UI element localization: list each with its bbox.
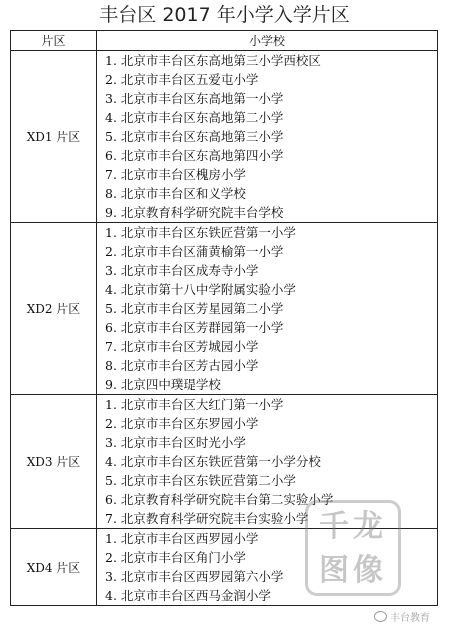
school-zone-table (10, 30, 438, 606)
list-item: 2. 北京市丰台区蒲黄榆第一小学 (105, 244, 284, 259)
list-item: 2. 北京市丰台区角门小学 (105, 550, 246, 565)
list-item: 5. 北京市丰台区芳星园第二小学 (105, 301, 284, 316)
table-header-row (11, 31, 438, 51)
zone-row (11, 529, 438, 606)
list-item: 6. 北京市丰台区芳群园第一小学 (105, 320, 284, 335)
list-item: 1. 北京市丰台区大红门第一小学 (105, 397, 284, 412)
list-item: 1. 北京市丰台区东铁匠营第一小学 (105, 225, 296, 240)
page-title: 丰台区 2017 年小学入学片区 (99, 4, 350, 26)
list-item: 4. 北京市丰台区西马金润小学 (105, 588, 271, 603)
list-item: 3. 北京市丰台区时光小学 (105, 435, 246, 450)
list-item: 9. 北京四中璞瑅学校 (105, 377, 221, 392)
list-item: 8. 北京市丰台区和义学校 (105, 186, 246, 201)
header-school: 小学校 (97, 31, 438, 51)
qianlong-image-watermark: 千龙 图像 (305, 500, 401, 596)
list-item: 2. 北京市丰台区东罗园小学 (105, 416, 259, 431)
list-item: 7. 北京教育科学研究院丰台实验小学 (105, 511, 309, 526)
list-item: 4. 北京市丰台区东铁匠营第一小学分校 (105, 454, 321, 469)
wechat-credit-watermark: 丰台教育 (374, 609, 430, 624)
list-item: 5. 北京市丰台区东高地第三小学 (105, 129, 284, 144)
zone-name: XD4 片区 (11, 529, 97, 606)
list-item: 5. 北京市丰台区东铁匠营第二小学 (105, 473, 296, 488)
zone-name: XD1 片区 (11, 51, 97, 223)
list-item: 3. 北京市丰台区东高地第一小学 (105, 91, 284, 106)
zone-name: XD3 片区 (11, 395, 97, 529)
list-item: 1. 北京市丰台区西罗园小学 (105, 531, 259, 546)
school-list (97, 51, 438, 223)
list-item: 8. 北京市丰台区芳古园小学 (105, 358, 259, 373)
list-item: 3. 北京市丰台区成寿寺小学 (105, 263, 259, 278)
list-item: 3. 北京市丰台区西罗园第六小学 (105, 569, 284, 584)
list-item: 7. 北京市丰台区槐房小学 (105, 167, 246, 182)
header-zone: 片区 (11, 31, 97, 51)
list-item: 9. 北京教育科学研究院丰台学校 (105, 205, 284, 220)
zone-row (11, 395, 438, 529)
zone-row (11, 223, 438, 395)
list-item: 6. 北京教育科学研究院丰台第二实验小学 (105, 492, 334, 507)
list-item: 6. 北京市丰台区东高地第四小学 (105, 148, 284, 163)
list-item: 4. 北京市丰台区东高地第二小学 (105, 110, 284, 125)
zone-row (11, 51, 438, 223)
wechat-icon (374, 611, 387, 622)
list-item: 4. 北京市第十八中学附属实验小学 (105, 282, 296, 297)
zone-name: XD2 片区 (11, 223, 97, 395)
school-list (97, 529, 438, 606)
list-item: 1. 北京市丰台区东高地第三小学西校区 (105, 53, 321, 68)
school-list (97, 223, 438, 395)
school-list (97, 395, 438, 529)
list-item: 2. 北京市丰台区五爱屯小学 (105, 72, 259, 87)
list-item: 7. 北京市丰台区芳城园小学 (105, 339, 259, 354)
